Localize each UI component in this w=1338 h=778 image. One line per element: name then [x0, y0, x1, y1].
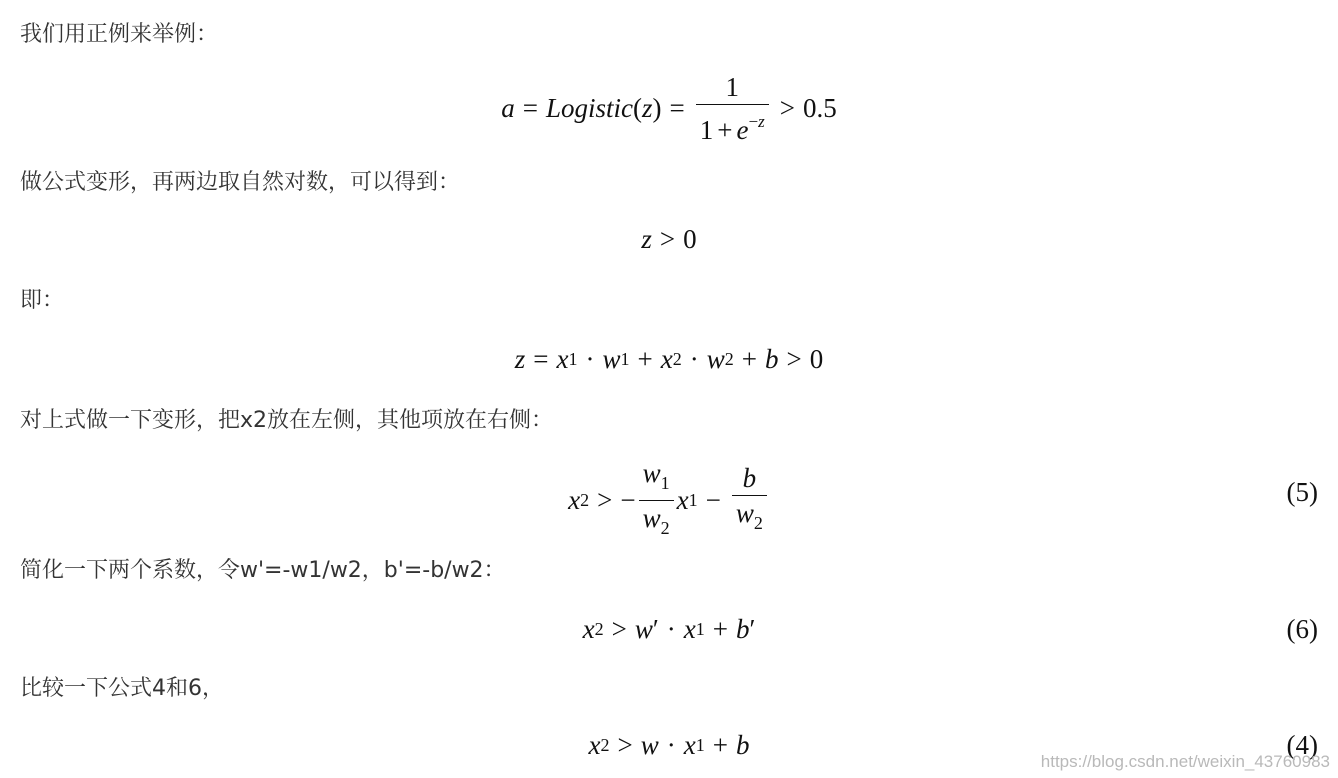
equation-logistic: a = Logistic ( z ) = $\frac{1}{1 + e^{-z}}$ > 0.5	[501, 72, 837, 145]
paragraph-simplify: 简化一下两个系数，令w'=-w1/w2，b'=-b/w2：	[20, 558, 506, 583]
fraction-w1-over-w2: $\frac{w_1}{w_2}$	[639, 458, 674, 543]
paragraph-compare: 比较一下公式4和6，	[20, 676, 224, 701]
equation-6-number: (6)	[1286, 614, 1318, 644]
fraction-logistic: $\frac{1}{1 + e^{-z}}$	[696, 72, 769, 145]
equation-linear: z = x 1 · w 1 + x 2 · w 2 + b > 0	[514, 344, 824, 374]
fraction-b-over-w2: $\frac{b}{w_2}$	[732, 463, 767, 538]
equation-6: x 2 > w ′ · x 1 + b ′	[582, 614, 756, 644]
csdn-watermark: https://blog.csdn.net/weixin_43760983	[1040, 752, 1330, 771]
equation-4-number: (4)	[1286, 730, 1318, 760]
equation-5-number: (5)	[1286, 477, 1318, 507]
paragraph-namely: 即：	[20, 288, 65, 313]
equation-5: x 2 > − $\frac{w_1}{w_2}$ x 1 − $\frac{b}{w_2}$	[0, 458, 1338, 543]
equation-4: x 2 > w · x 1 + b	[588, 730, 750, 760]
paragraph-positive-example: 我们用正例来举例：	[20, 22, 219, 47]
paragraph-rearrange: 对上式做一下变形，把x2放在左侧，其他项放在右侧：	[20, 408, 554, 433]
paragraph-transform: 做公式变形，再两边取自然对数，可以得到：	[20, 170, 461, 195]
equation-z-positive: z > 0	[641, 224, 697, 254]
